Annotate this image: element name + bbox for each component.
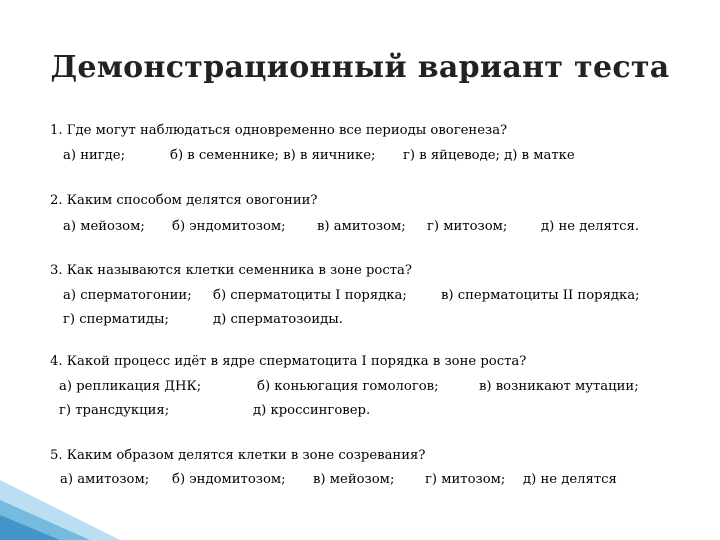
question-3-text: 3. Как называются клетки семенника в зоне роста? (50, 263, 412, 278)
question-2-option-a: а) мейозом; (63, 219, 145, 234)
question-2-text: 2. Каким способом делятся овогонии? (50, 193, 318, 208)
question-3-option-e: д) сперматозоиды. (213, 312, 343, 327)
question-3-option-b: б) сперматоциты I порядка; (213, 288, 407, 303)
question-2-option-b: б) эндомитозом; (172, 219, 286, 234)
page-title: Демонстрационный вариант теста (50, 50, 670, 85)
question-5-text: 5. Каким образом делятся клетки в зоне созревания? (50, 448, 426, 463)
question-2-option-c: в) амитозом; (317, 219, 406, 234)
question-1-text: 1. Где могут наблюдаться одновременно все периоды овогенеза? (50, 123, 508, 138)
question-5-option-b: б) эндомитозом; (172, 472, 286, 487)
question-5-option-a: а) амитозом; (60, 472, 150, 487)
question-3-option-a: а) сперматогонии; (63, 288, 192, 303)
corner-decoration (0, 420, 120, 540)
question-4-option-a: а) репликация ДНК; (59, 379, 202, 394)
question-2-option-d: г) митозом; (427, 219, 508, 234)
question-3-option-d: г) сперматиды; (63, 312, 169, 327)
question-1-option-b-c: б) в семеннике; в) в яичнике; (170, 148, 376, 163)
question-4-option-d: г) трансдукция; (59, 403, 170, 418)
question-4-option-c: в) возникают мутации; (479, 379, 639, 394)
question-1-option-a: а) нигде; (63, 148, 126, 163)
question-4-option-e: д) кроссинговер. (253, 403, 371, 418)
question-4-option-b: б) коньюгация гомологов; (257, 379, 439, 394)
question-3-option-c: в) сперматоциты II порядка; (441, 288, 640, 303)
question-5-option-e: д) не делятся (523, 472, 617, 487)
question-2-option-e: д) не делятся. (541, 219, 640, 234)
question-5-option-c: в) мейозом; (313, 472, 395, 487)
question-4-text: 4. Какой процесс идёт в ядре сперматоцита I порядка в зоне роста? (50, 354, 527, 369)
question-5-option-d: г) митозом; (425, 472, 506, 487)
question-1-option-d-e: г) в яйцеводе; д) в матке (403, 148, 575, 163)
